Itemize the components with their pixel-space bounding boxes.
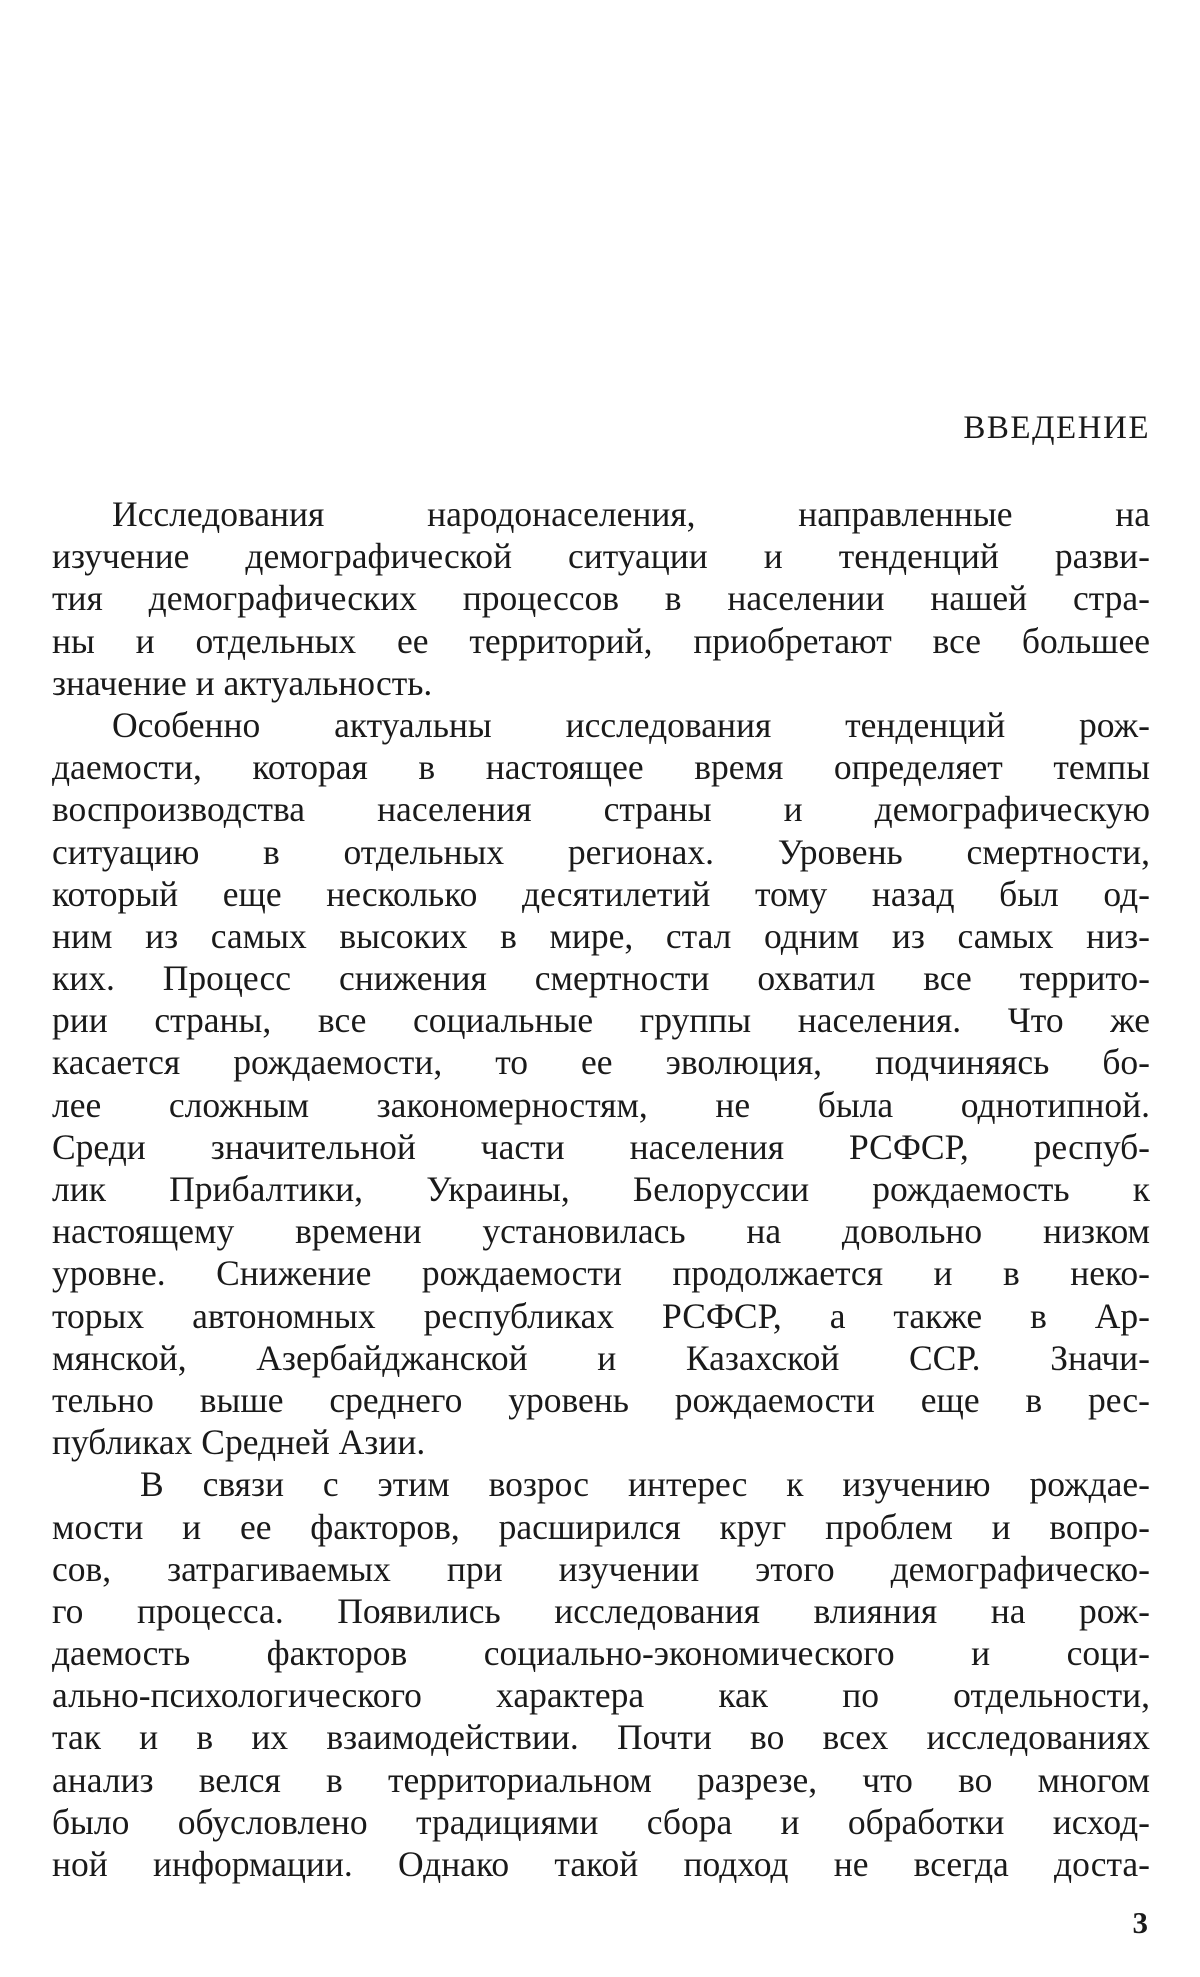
text-line: лик Прибалтики, Украины, Белоруссии рождаемость к: [52, 1169, 1150, 1209]
text-line: тия демографических процессов в населении нашей стра-: [52, 578, 1150, 619]
text-line: ких. Процесс снижения смертности охватил все террито-: [52, 958, 1150, 999]
text-line: было обусловлено традициями сбора и обработки исход-: [52, 1801, 1150, 1842]
text-line: Среди значительной части населения РСФСР, респуб-: [52, 1126, 1150, 1167]
text-line: касается рождаемости, то ее эволюция, подчиняясь бо-: [52, 1042, 1150, 1083]
text-line: рии страны, все социальные группы населения. Что же: [52, 1000, 1150, 1041]
text-line: публиках Средней Азии.: [52, 1422, 426, 1463]
text-line: мости и ее факторов, расширился круг проблем и вопро-: [52, 1506, 1150, 1547]
text-line: ны и отдельных ее территорий, приобретают все большее: [52, 620, 1150, 661]
text-line: изучение демографической ситуации и тенденций разви-: [52, 536, 1150, 577]
text-line: даемости, которая в настоящее время определяет темпы: [52, 747, 1150, 788]
text-line: тельно выше среднего уровень рождаемости еще в рес-: [52, 1379, 1150, 1420]
page-number: 3: [1132, 1905, 1148, 1940]
text-line: Исследования народонаселения, направленные на: [112, 494, 1150, 534]
text-line: настоящему времени установилась на довольно низком: [52, 1211, 1150, 1252]
text-line: сов, затрагиваемых при изучении этого демографическо-: [52, 1548, 1150, 1589]
text-line: Особенно актуальны исследования тенденций рож-: [112, 704, 1150, 745]
text-line: мянской, Азербайджанской и Казахской ССР. Значи-: [52, 1337, 1150, 1378]
text-line: ально-психологического характера как по отдельности,: [52, 1675, 1150, 1716]
text-line: который еще несколько десятилетий тому назад был од-: [52, 873, 1150, 914]
text-line: го процесса. Появились исследования влияния на рож-: [52, 1590, 1150, 1631]
text-line: В связи с этим возрос интерес к изучению рождае-: [140, 1464, 1150, 1505]
section-heading: ВВЕДЕНИЕ: [963, 410, 1150, 446]
text-line: воспроизводства населения страны и демографическую: [52, 789, 1150, 830]
text-line: значение и актуальность.: [52, 662, 433, 703]
text-line: лее сложным закономерностям, не была однотипной.: [52, 1084, 1150, 1125]
text-line: торых автономных республиках РСФСР, а также в Ар-: [52, 1295, 1150, 1336]
text-line: ним из самых высоких в мире, стал одним из самых низ-: [52, 915, 1150, 956]
text-line: ситуацию в отдельных регионах. Уровень смертности,: [52, 831, 1150, 872]
text-line: так и в их взаимодействии. Почти во всех исследованиях: [52, 1717, 1150, 1758]
text-line: анализ велся в территориальном разрезе, что во многом: [52, 1759, 1150, 1800]
text-line: даемость факторов социально-экономического и соци-: [52, 1633, 1150, 1674]
text-line: ной информации. Однако такой подход не всегда доста-: [52, 1844, 1150, 1884]
text-line: уровне. Снижение рождаемости продолжается и в неко-: [52, 1253, 1150, 1294]
body-text: [52, 493, 1150, 1885]
